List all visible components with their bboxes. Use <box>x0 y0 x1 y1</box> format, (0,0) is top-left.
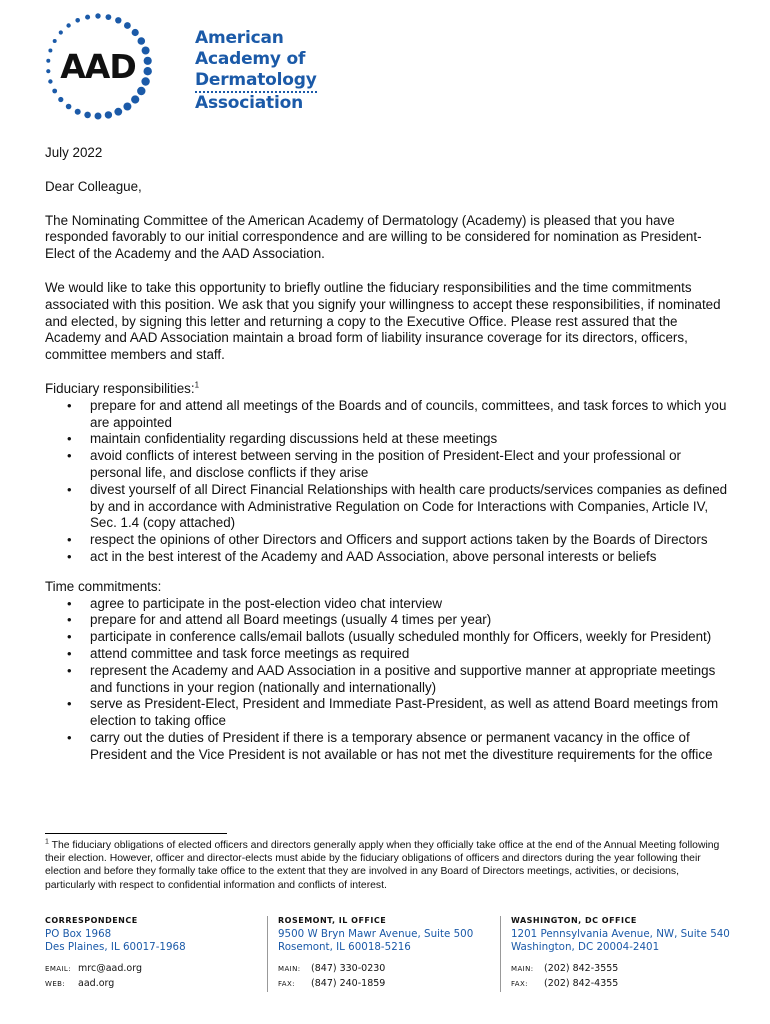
logo-dot <box>124 22 131 29</box>
list-item: • agree to participate in the post-election video chat interview <box>67 596 730 613</box>
correspondence-line-1: PO Box 1968 <box>45 928 112 940</box>
rosemont-main-phone: (847) 330-0230 <box>311 963 386 974</box>
list-item: • attend committee and task force meetings as required <box>67 646 730 663</box>
rosemont-heading: ROSEMONT, IL OFFICE <box>278 916 387 925</box>
logo-dot <box>84 112 91 119</box>
washington-line-2: Washington, DC 20004-2401 <box>511 940 660 953</box>
logo-dot <box>53 39 57 43</box>
time-commitments-list <box>67 596 730 764</box>
logo-dot <box>52 89 57 94</box>
list-item: • divest yourself of all Direct Financial Relationships with health care products/services companies as defined by and in accordance with Administrative Regulation on Code for Interactions with Companies, Article IV, Sec. 1.4 (copy attached) <box>67 482 730 532</box>
logo-dot <box>131 95 139 103</box>
email-link[interactable]: mrc@aad.org <box>78 963 142 974</box>
logo-dot <box>142 47 150 55</box>
aad-mark-text: AAD <box>60 47 136 86</box>
list-item: • carry out the duties of President if there is a temporary absence or permanent vacancy in the office of President and the Vice President is not available or has not met the divestiture requirements for the office <box>67 730 730 764</box>
footer-correspondence <box>35 916 260 992</box>
logo-dot <box>66 23 70 27</box>
fiduciary-heading-text: Fiduciary responsibilities: <box>45 380 195 396</box>
list-item: • respect the opinions of other Directors and Officers and support actions taken by the Boards of Directors <box>67 532 730 549</box>
letterhead-footer <box>45 916 735 992</box>
web-label: WEB: <box>45 979 66 988</box>
logo-dot <box>106 14 112 20</box>
list-item: • act in the best interest of the Academy and AAD Association, above personal interests or beliefs <box>67 549 730 566</box>
logo-dot <box>46 59 50 63</box>
washington-fax: (202) 842-4355 <box>544 977 619 989</box>
footnote-marker: 1 <box>194 380 200 390</box>
washington-line-1: 1201 Pennsylvania Avenue, NW, Suite 540 <box>511 928 730 940</box>
logo-dot <box>138 37 146 45</box>
washington-main-phone: (202) 842-3555 <box>544 963 619 974</box>
logo-dot <box>123 103 131 111</box>
list-item: • serve as President-Elect, President and Immediate Past-President, as well as attend Board meetings from election to taking office <box>67 696 730 730</box>
logo-dot <box>75 18 80 23</box>
correspondence-heading: CORRESPONDENCE <box>45 916 138 925</box>
logo-dot <box>48 49 52 53</box>
logo-wordmark <box>195 28 317 114</box>
washington-heading: WASHINGTON, DC OFFICE <box>511 916 637 925</box>
footnote-text: The fiduciary obligations of elected officers and directors generally apply when they officially take office at the end of the Annual Meeting following their election. However, officer and director-elects must abide by the fiduciary obligations of officers and directors during the year following their election and before they formally take office to the extent that they are involved in any Board of Directors meetings, activities, or decisions, particularly with respect to confidential information and conflicts of interest. <box>45 840 720 891</box>
fiduciary-heading <box>45 381 730 398</box>
logo-line-4: Association <box>195 93 303 113</box>
footer-rosemont <box>267 916 502 992</box>
correspondence-line-2: Des Plaines, IL 60017-1968 <box>45 940 186 953</box>
main-label: MAIN: <box>511 965 534 973</box>
list-item: • avoid conflicts of interest between serving in the position of President-Elect and your professional or personal life, and disclose conflicts if they arise <box>67 448 730 482</box>
logo-dot <box>144 67 152 75</box>
logo-dot <box>46 69 50 73</box>
logo-dot <box>95 113 102 120</box>
letter-body <box>45 145 730 777</box>
logo-dot <box>132 29 139 36</box>
logo-dot <box>58 97 63 102</box>
fiduciary-list <box>67 398 730 566</box>
logo-dot <box>144 57 152 65</box>
logo-dot <box>85 15 90 20</box>
list-item: • represent the Academy and AAD Association in a positive and supportive manner at appropriate meetings and functions in your region (nationally and internationally) <box>67 663 730 697</box>
logo-dot <box>66 104 72 110</box>
rosemont-line-1: 9500 W Bryn Mawr Avenue, Suite 500 <box>278 928 474 940</box>
logo-dot <box>141 77 149 85</box>
fax-label: FAX: <box>278 979 295 988</box>
list-item: • participate in conference calls/email ballots (usually scheduled monthly for Officers, weekly for President) <box>67 629 730 646</box>
salutation: Dear Colleague, <box>45 178 142 194</box>
paragraph-1: The Nominating Committee of the American Academy of Dermatology (Academy) is pleased that you have responded favorably to our initial correspondence and are willing to be considered for nomination as President-Elect of the Academy and the AAD Association. <box>45 212 702 262</box>
footnote-divider <box>45 833 227 834</box>
logo-dot <box>75 109 81 115</box>
aad-dotted-circle-icon <box>40 8 170 128</box>
logo-dot <box>105 111 112 118</box>
logo-dot <box>95 13 100 18</box>
logo-line-3: Dermatology <box>195 70 317 93</box>
list-item: • maintain confidentiality regarding discussions held at these meetings <box>67 431 730 448</box>
footer-washington <box>500 916 735 992</box>
paragraph-2: We would like to take this opportunity to briefly outline the fiduciary responsibilities and the time commitments associated with this position. We ask that you signify your willingness to accept these responsibilities, if nominated and elected, by signing this letter and returning a copy to the Executive Office. Please rest assured that the Academy and AAD Association maintain a broad form of liability insurance coverage for its directors, officers, committee members and staff. <box>45 279 721 363</box>
letter-date: July 2022 <box>45 145 103 160</box>
list-item: • prepare for and attend all meetings of the Boards and of councils, committees, and task forces to which you are appointed <box>67 398 730 432</box>
aad-logo <box>40 8 317 128</box>
logo-dot <box>115 17 121 23</box>
main-label: MAIN: <box>278 965 301 973</box>
rosemont-fax: (847) 240-1859 <box>311 977 386 989</box>
list-item: • prepare for and attend all Board meetings (usually 4 times per year) <box>67 612 730 629</box>
logo-dot <box>114 108 122 116</box>
fax-label: FAX: <box>511 979 528 988</box>
logo-dot <box>137 87 145 95</box>
rosemont-line-2: Rosemont, IL 60018-5216 <box>278 940 411 953</box>
time-commitments-heading: Time commitments: <box>45 578 162 594</box>
logo-line-2: Academy of <box>195 49 306 69</box>
email-label: EMAIL: <box>45 965 71 973</box>
logo-dot <box>48 79 52 83</box>
logo-line-1: American <box>195 28 284 48</box>
logo-dot <box>59 30 63 34</box>
footnote-number: 1 <box>45 838 49 846</box>
web-link[interactable]: aad.org <box>78 977 115 989</box>
footnote <box>45 839 730 892</box>
